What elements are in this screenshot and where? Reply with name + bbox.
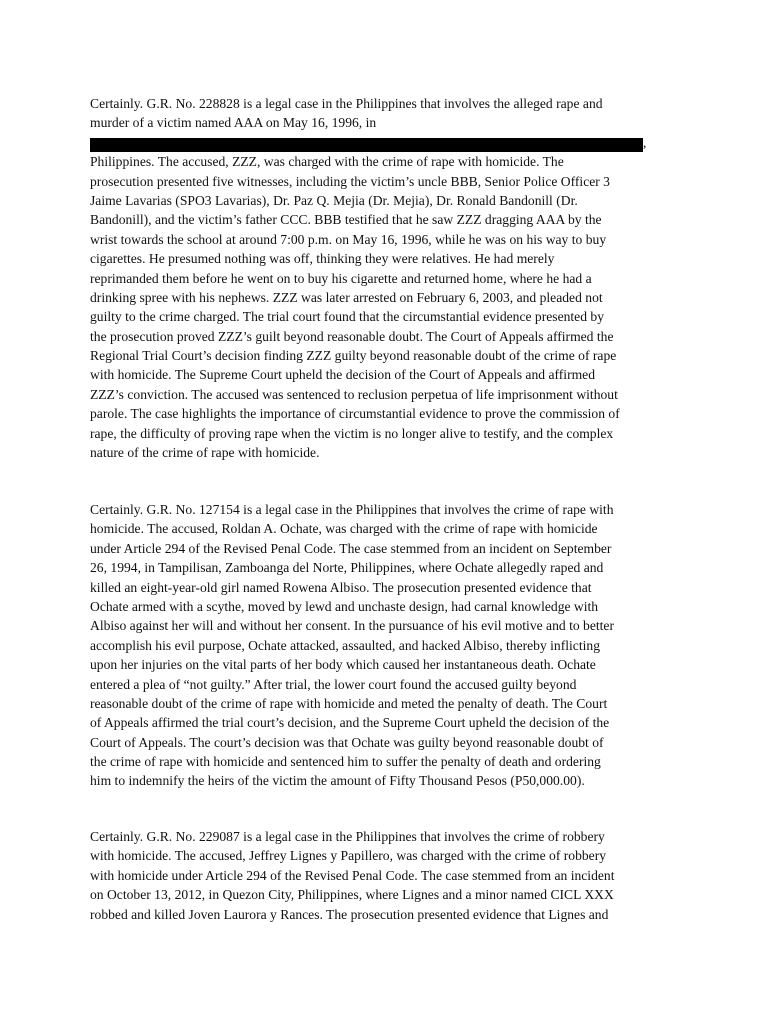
text-line: on October 13, 2012, in Quezon City, Philippines, where Lignes and a minor named CICL XXX <box>90 887 614 903</box>
text-line: drinking spree with his nephews. ZZZ was later arrested on February 6, 2003, and pleaded not <box>90 289 603 305</box>
text-line: of Appeals affirmed the trial court’s decision, and the Supreme Court upheld the decision of the <box>90 715 610 731</box>
text-line: prosecution presented five witnesses, including the victim’s uncle BBB, Senior Police Officer 3 <box>90 173 610 189</box>
text-line: under Article 294 of the Revised Penal Code. The case stemmed from an incident on September <box>90 540 612 556</box>
text-line: guilty to the crime charged. The trial court found that the circumstantial evidence presented by <box>90 309 604 325</box>
text-line: Albiso against her will and without her consent. In the pursuance of his evil motive and to better <box>90 618 614 634</box>
text-line: the prosecution proved ZZZ’s guilt beyond reasonable doubt. The Court of Appeals affirmed the <box>90 328 614 344</box>
text-line: with homicide under Article 294 of the Revised Penal Code. The case stemmed from an incident <box>90 867 615 883</box>
text-line: rape, the difficulty of proving rape when the victim is no longer alive to testify, and the complex <box>90 425 614 441</box>
text-line: nature of the crime of rape with homicide. <box>90 445 320 461</box>
redaction-bar <box>90 138 643 152</box>
text-line: Certainly. G.R. No. 229087 is a legal case in the Philippines that involves the crime of robbery <box>90 829 605 844</box>
text-line: entered a plea of “not guilty.” After trial, the lower court found the accused guilty beyond <box>90 676 577 692</box>
text-line: ZZZ’s conviction. The accused was sentenced to reclusion perpetua of life imprisonment without <box>90 386 618 402</box>
text-line: homicide. The accused, Roldan A. Ochate, was charged with the crime of rape with homicide <box>90 521 598 537</box>
text-line: accomplish his evil purpose, Ochate attacked, assaulted, and hacked Albiso, thereby inflicting <box>90 637 600 653</box>
text-line: Philippines. The accused, ZZZ, was charged with the crime of rape with homicide. The <box>90 154 564 170</box>
text-line: upon her injuries on the vital parts of her body which caused her instantaneous death. Ochate <box>90 657 596 673</box>
text-line: the crime of rape with homicide and sentenced him to suffer the penalty of death and ordering <box>90 754 601 770</box>
text-line: him to indemnify the heirs of the victim the amount of Fifty Thousand Pesos (P50,000.00). <box>90 773 585 789</box>
text-line: parole. The case highlights the importance of circumstantial evidence to prove the commission of <box>90 406 620 422</box>
text-line: Court of Appeals. The court’s decision was that Ochate was guilty beyond reasonable doubt of <box>90 734 604 750</box>
text-line: 26, 1994, in Tampilisan, Zamboanga del Norte, Philippines, where Ochate allegedly raped and <box>90 560 604 576</box>
case-paragraph-228828 <box>90 94 686 462</box>
text-line: murder of a victim named AAA on May 16, 1996, in <box>90 115 377 131</box>
text-line: with homicide. The Supreme Court upheld the decision of the Court of Appeals and affirmed <box>90 367 595 383</box>
text-line: robbed and killed Joven Laurora y Rances. The prosecution presented evidence that Lignes and <box>90 906 609 922</box>
text-line: wrist towards the school at around 7:00 p.m. on May 16, 1996, while he was on his way to buy <box>90 231 607 247</box>
case-paragraph-127154 <box>90 500 686 791</box>
text-line: Bandonill), and the victim’s father CCC. BBB testified that he saw ZZZ dragging AAA by the <box>90 212 602 228</box>
text-line: Regional Trial Court’s decision finding ZZZ guilty beyond reasonable doubt of the crime of rape <box>90 348 617 364</box>
text-line: Certainly. G.R. No. 127154 is a legal case in the Philippines that involves the crime of rape with <box>90 502 614 517</box>
text-line: reasonable doubt of the crime of rape with homicide and meted the penalty of death. The Court <box>90 695 608 711</box>
case-paragraph-229087 <box>90 827 686 924</box>
text-line: reprimanded them before he went on to buy his cigarette and returned home, where he had a <box>90 270 592 286</box>
text-line: Jaime Lavarias (SPO3 Lavarias), Dr. Paz Q. Mejia (Dr. Mejia), Dr. Ronald Bandonill (Dr. <box>90 192 578 208</box>
text-line: killed an eight-year-old girl named Rowena Albiso. The prosecution presented evidence that <box>90 579 592 595</box>
redaction-suffix: , <box>643 134 647 150</box>
text-line: cigarettes. He presumed nothing was off, thinking they were relatives. He had merely <box>90 251 555 267</box>
text-line: Ochate armed with a scythe, moved by lewd and unchaste design, had carnal knowledge with <box>90 598 599 614</box>
redacted-line <box>90 133 686 152</box>
text-line: Certainly. G.R. No. 228828 is a legal case in the Philippines that involves the alleged rape and <box>90 96 603 111</box>
text-line: with homicide. The accused, Jeffrey Lignes y Papillero, was charged with the crime of robbery <box>90 848 607 864</box>
